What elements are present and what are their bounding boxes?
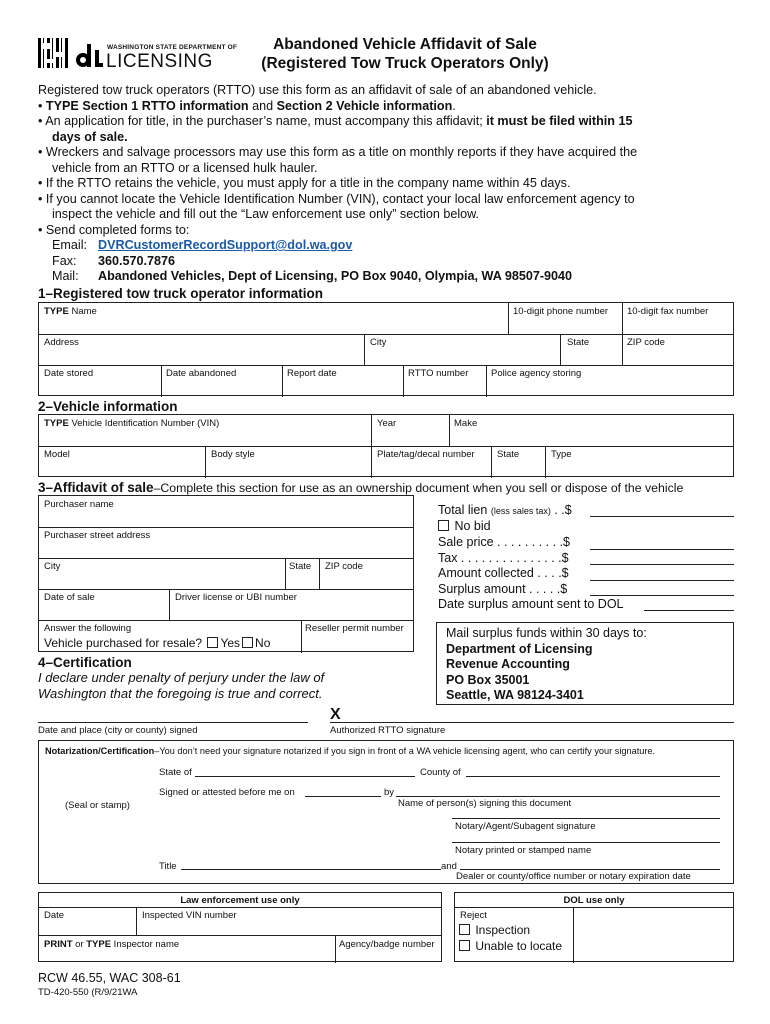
reject-label: Reject [460, 910, 487, 921]
rtto-address-field[interactable]: Address [44, 337, 79, 348]
body-style-field[interactable]: Body style [211, 449, 255, 460]
rtto-zip-field[interactable]: ZIP code [627, 337, 665, 348]
dol-use-heading: DOL use only [563, 895, 625, 906]
law-date-field[interactable]: Date [44, 910, 65, 921]
plate-field[interactable]: Plate/tag/decal number [377, 449, 475, 460]
signature-line[interactable] [330, 722, 734, 723]
and-label: and [441, 861, 457, 872]
vehicle-type-field[interactable]: Type [551, 449, 572, 460]
vehicle-state-field[interactable]: State [497, 449, 520, 460]
cert-statement-1: I declare under penalty of perjury under the law of [38, 670, 325, 685]
seal-stamp-label: (Seal or stamp) [65, 800, 130, 811]
rtto-number-field[interactable]: RTTO number [408, 368, 469, 379]
intro-bullet-4: • If the RTTO retains the vehicle, you must apply for a title in the company name within 45 days. [38, 176, 571, 190]
total-lien-row: Total lien (less sales tax) . .$ [438, 503, 572, 517]
rtto-city-field[interactable]: City [370, 337, 387, 348]
dol-use-box [454, 892, 734, 962]
answer-label: Answer the following [44, 623, 132, 634]
section-3-heading: 3–Affidavit of sale–Complete this section for use as an ownership document when you sell or dispose of the vehicle [38, 480, 684, 495]
notary-printed-line[interactable] [452, 842, 720, 843]
state-of-label: State of [159, 767, 192, 778]
resale-no-checkbox[interactable] [242, 637, 253, 648]
year-field[interactable]: Year [377, 418, 397, 429]
inspected-vin-field[interactable]: Inspected VIN number [142, 910, 237, 921]
date-place-label: Date and place (city or county) signed [38, 725, 198, 736]
surplus-mail-l5: Seattle, WA 98124-3401 [446, 688, 584, 702]
section-2-table [38, 414, 734, 477]
section-1-table [38, 302, 734, 396]
police-agency-field[interactable]: Police agency storing [491, 368, 582, 379]
dol-logo [74, 40, 104, 70]
total-lien-line[interactable] [590, 516, 734, 517]
authorized-signature-label: Authorized RTTO signature [330, 725, 446, 736]
amount-collected-line[interactable] [590, 580, 734, 581]
by-label: by [384, 787, 395, 798]
email-label: Email: [52, 238, 87, 252]
intro-bullet-5-cont: inspect the vehicle and fill out the “Law enforcement use only” section below. [52, 207, 480, 221]
title-label: Title [159, 861, 177, 872]
date-surplus-row: Date surplus amount sent to DOL [438, 597, 624, 611]
intro-bullet-3-cont: vehicle from an RTTO or a licensed hulk hauler. [52, 161, 318, 175]
rtto-fax-field[interactable]: 10-digit fax number [627, 306, 709, 317]
surplus-mail-l1: Mail surplus funds within 30 days to: [446, 626, 647, 640]
unable-option: Unable to locate [459, 939, 562, 953]
notary-lead: Notarization/Certification–You don’t need your signature notarized if you sign in front of a WA vehicle licensing agent, who can certify your signature. [45, 746, 656, 756]
notary-signature-line[interactable] [452, 818, 720, 819]
intro-bullet-6: • Send completed forms to: [38, 223, 190, 237]
date-abandoned-field[interactable]: Date abandoned [166, 368, 237, 379]
agency-badge-field[interactable]: Agency/badge number [339, 939, 435, 950]
purchaser-state-field[interactable]: State [289, 561, 312, 572]
resale-yes-checkbox[interactable] [207, 637, 218, 648]
tax-line[interactable] [590, 564, 734, 565]
intro-bullet-3: • Wreckers and salvage processors may use this form as a title on monthly reports if they have acquired the [38, 145, 638, 159]
amount-collected-row: Amount collected . . . .$ [438, 566, 569, 580]
page-title-line1: Abandoned Vehicle Affidavit of Sale [273, 36, 537, 53]
by-line[interactable] [396, 796, 720, 797]
county-of-line[interactable] [466, 776, 720, 777]
no-bid-checkbox[interactable] [438, 520, 449, 531]
inspection-checkbox[interactable] [459, 924, 470, 935]
mail-label: Mail: [52, 269, 79, 283]
intro-bullet-2-cont: days of sale. [52, 130, 128, 144]
purchaser-street-field[interactable]: Purchaser street address [44, 530, 151, 541]
surplus-mail-l4: PO Box 35001 [446, 672, 530, 687]
surplus-mail-l3: Revenue Accounting [446, 657, 570, 671]
county-of-label: County of [420, 767, 461, 778]
sale-price-row: Sale price . . . . . . . . . .$ [438, 535, 570, 549]
rtto-name-field[interactable]: TYPE Name [44, 306, 97, 317]
sale-price-line[interactable] [590, 549, 734, 550]
cert-statement-2: Washington that the foregoing is true and correct. [38, 686, 323, 701]
purchaser-city-field[interactable]: City [44, 561, 61, 572]
intro-bullet-1: • TYPE Section 1 RTTO information and Section 2 Vehicle information. [38, 99, 456, 113]
signed-before-label: Signed or attested before me on [159, 787, 295, 798]
names-label: Name of person(s) signing this document [398, 798, 572, 809]
mail-address: Abandoned Vehicles, Dept of Licensing, PO Box 9040, Olympia, WA 98507-9040 [98, 269, 573, 283]
driver-license-field[interactable]: Driver license or UBI number [175, 592, 297, 603]
signature-x: X [330, 706, 341, 723]
intro-bullet-5: • If you cannot locate the Vehicle Identification Number (VIN), contact your local law enforcement agency to [38, 192, 635, 206]
state-of-line[interactable] [195, 776, 415, 777]
intro-lead: Registered tow truck operators (RTTO) use this form as an affidavit of sale of an abandoned vehicle. [38, 83, 597, 97]
surplus-amount-row: Surplus amount . . . . .$ [438, 582, 568, 596]
logo-dept: WASHINGTON STATE DEPARTMENT OF [107, 44, 238, 51]
reseller-permit-field[interactable]: Reseller permit number [305, 623, 404, 634]
section-4-heading: 4–Certification [38, 655, 132, 670]
resale-question: Vehicle purchased for resale? Yes No [44, 636, 271, 650]
purchaser-zip-field[interactable]: ZIP code [325, 561, 363, 572]
email-link[interactable]: DVRCustomerRecordSupport@dol.wa.gov [98, 238, 353, 252]
logo-name: LICENSING [106, 51, 213, 72]
surplus-amount-line[interactable] [590, 595, 734, 596]
report-date-field[interactable]: Report date [287, 368, 337, 379]
intro-bullet-2: • An application for title, in the purchaser’s name, must accompany this affidavit; it must be filed within 15 [38, 114, 633, 128]
purchaser-name-field[interactable]: Purchaser name [44, 499, 114, 510]
law-enforcement-box [38, 892, 442, 962]
dealer-line[interactable] [460, 869, 720, 870]
rtto-phone-field[interactable]: 10-digit phone number [513, 306, 609, 317]
section-2-heading: 2–Vehicle information [38, 399, 178, 414]
footer-rcw: RCW 46.55, WAC 308-61 [38, 971, 181, 985]
signed-before-line[interactable] [305, 796, 381, 797]
no-bid-row: No bid [438, 519, 491, 533]
surplus-mail-box [436, 622, 734, 705]
fax-label: Fax: [52, 254, 77, 268]
vin-field[interactable]: TYPE Vehicle Identification Number (VIN) [44, 418, 220, 429]
footer-form-number: TD-420-550 (R/9/21WA [38, 987, 138, 998]
notary-box [38, 740, 734, 884]
law-enforcement-heading: Law enforcement use only [180, 895, 300, 906]
section-1-heading: 1–Registered tow truck operator information [38, 286, 324, 301]
notary-signature-label: Notary/Agent/Subagent signature [455, 821, 596, 832]
barcode [38, 38, 68, 68]
surplus-mail-l2: Department of Licensing [446, 641, 593, 656]
unable-checkbox[interactable] [459, 940, 470, 951]
rtto-state-field[interactable]: State [567, 337, 590, 348]
date-place-line[interactable] [38, 722, 308, 723]
date-of-sale-field[interactable]: Date of sale [44, 592, 95, 603]
make-field[interactable]: Make [454, 418, 478, 429]
dealer-label: Dealer or county/office number or notary expiration date [456, 871, 691, 882]
inspector-name-field[interactable]: PRINT or TYPE Inspector name [44, 939, 180, 950]
notary-printed-label: Notary printed or stamped name [455, 845, 592, 856]
model-field[interactable]: Model [44, 449, 70, 460]
date-stored-field[interactable]: Date stored [44, 368, 94, 379]
section-3-table [38, 495, 414, 652]
fax-number: 360.570.7876 [98, 254, 176, 268]
title-line[interactable] [181, 869, 441, 870]
page-title-line2: (Registered Tow Truck Operators Only) [261, 55, 549, 72]
tax-row: Tax . . . . . . . . . . . . . . .$ [438, 551, 569, 565]
date-surplus-line[interactable] [644, 610, 734, 611]
inspection-option: Inspection [459, 923, 530, 937]
